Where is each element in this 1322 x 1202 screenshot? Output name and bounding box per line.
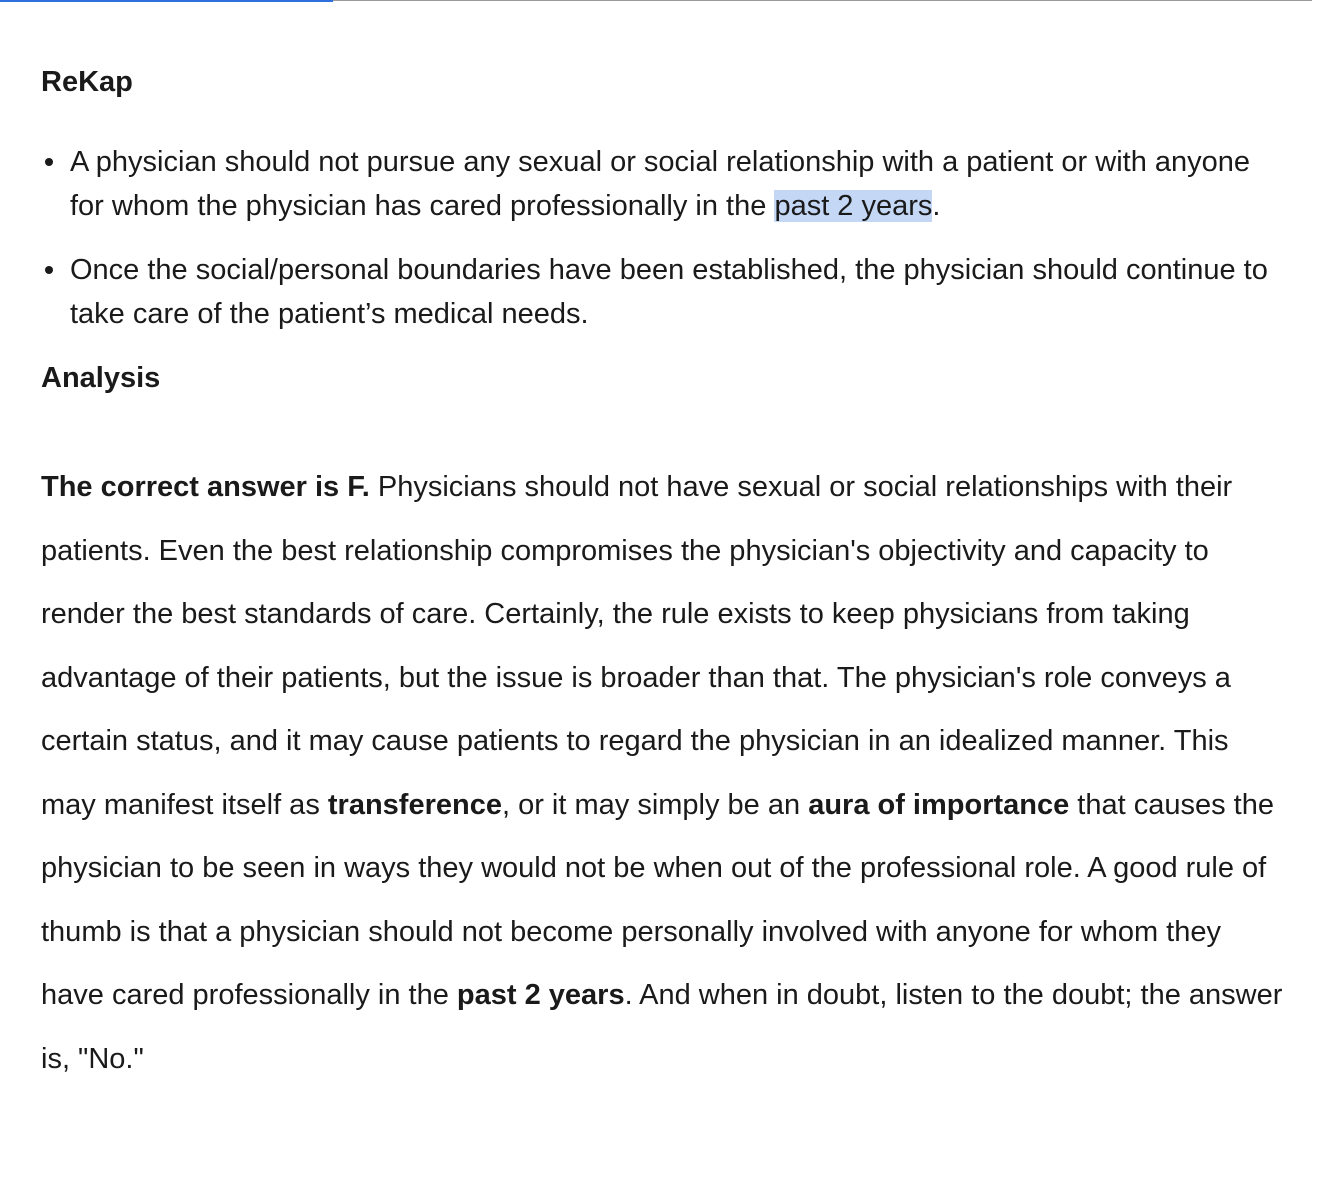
bullet-dot [45,158,53,166]
list-item [41,248,1291,336]
rekap-list [41,140,1291,336]
analysis-text-2: , or it may simply be an [501,788,809,821]
term-aura-of-importance: aura of importance [808,788,1070,821]
progress-indicator [0,0,333,2]
list-item [41,140,1291,228]
analysis-text-3: that causes the physician to be seen in ways they would not be when out of the professional role. A good rule of thumb is that a physician should not become personally involved with anyone for whom they have cared professionally in the [41,788,1274,1011]
term-past-2-years: past 2 years [456,979,625,1011]
highlighted-text[interactable]: past 2 years [774,190,933,222]
correct-answer-label: The correct answer is F. [41,471,370,503]
explanation-content [41,62,1291,1091]
bullet-dot [45,266,53,274]
analysis-text-1: Physicians should not have sexual or social relationships with their patients. Even the best relationship compromises the physician's objectivity and capacity to render the best standards of care. Certainly, the rule exists to keep physicians from taking advantage of their patients, but the issue is broader than that. The physician's role conveys a certain status, and it may cause patients to regard the physician in an idealized manner. This may manifest itself as [41,471,1233,821]
rekap-text-1: A physician should not pursue any sexual or social relationship with a patient or with anyone for whom the physician has cared professionally in the [70,146,1251,222]
analysis-heading: Analysis [41,362,161,394]
rekap-text-1-end: . [932,190,941,222]
term-transference: transference [327,788,502,821]
rekap-text-2: Once the social/personal boundaries have been established, the physician should continue to take care of the patient’s medical needs. [70,254,1268,330]
analysis-text-4: . And when in doubt, listen to the doubt; the answer is, "No." [41,979,1283,1075]
analysis-paragraph [41,456,1291,1091]
rekap-heading: ReKap [41,66,133,98]
